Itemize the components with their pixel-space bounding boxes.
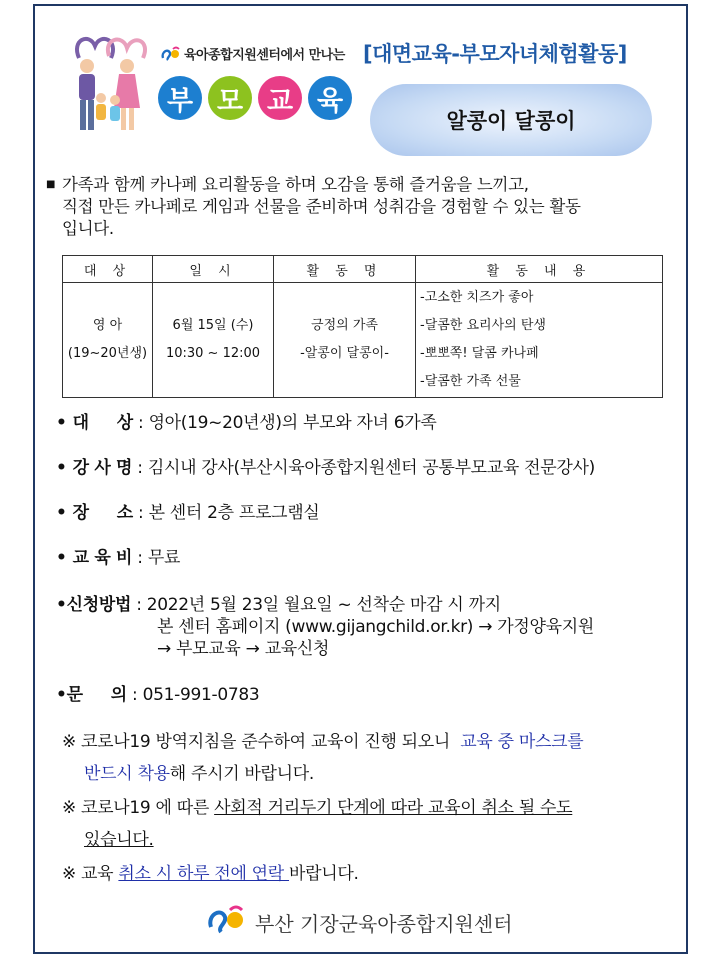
date-line: 6월 15일 (수) [172, 318, 254, 333]
activity-line: -알콩이 달콩이- [300, 346, 389, 361]
datetime-cell [153, 283, 274, 398]
info-label: 교 육 비 [72, 548, 133, 568]
table-header: 활 동 명 [274, 256, 416, 283]
info-label: 대 상 [72, 413, 133, 433]
info-apply: •신청방법 : 2022년 5월 23일 월요일 ~ 선착순 마감 시 까지 [56, 590, 501, 615]
info-place: • 장 소 : 본 센터 2층 프로그램실 [56, 498, 320, 523]
footer-org-name: 부산 기장군육아종합지원센터 [255, 912, 513, 936]
apply-line-3: → 부모교육 → 교육신청 [157, 639, 330, 659]
title-char-1: 부 [158, 76, 202, 120]
contents-cell [416, 283, 663, 398]
time-line: 10:30 ~ 12:00 [165, 346, 261, 361]
program-description [46, 174, 686, 240]
table-header: 일 시 [153, 256, 274, 283]
family-illustration-icon [65, 28, 153, 136]
note-highlight: 반드시 착용 [84, 764, 170, 784]
info-value: : 영아(19~20년생)의 부모와 자녀 6가족 [138, 413, 437, 433]
footer-org [205, 905, 513, 940]
apply-line-2: 본 센터 홈페이지 (www.gijangchild.or.kr) → 가정양육지원 [157, 617, 595, 637]
program-category-headline: [대면교육-부모자녀체험활동] [363, 42, 627, 66]
intro-line: 입니다. [62, 219, 114, 238]
intro-line: 가족과 함께 카나페 요리활동을 하며 오감을 통해 즐거움을 느끼고, [62, 175, 529, 194]
info-value: : 본 센터 2층 프로그램실 [138, 503, 320, 523]
target-line: (19~20년생) [67, 346, 148, 361]
info-label: 문 의 [66, 685, 127, 705]
note-text: 바랍니다. [289, 864, 359, 884]
target-line: 영 아 [92, 318, 123, 333]
content-item: -달콤한 요리사의 탄생 [420, 318, 546, 333]
parent-education-title [158, 76, 352, 120]
info-value: : 무료 [137, 548, 181, 568]
activity-cell [274, 283, 416, 398]
title-char-3: 교 [258, 76, 302, 120]
notice-cancel [62, 864, 359, 884]
notice-mask-cont [84, 764, 314, 784]
info-label: 신청방법 [66, 595, 132, 615]
activity-line: 긍정의 가족 [311, 318, 378, 333]
info-fee: • 교 육 비 : 무료 [56, 543, 180, 568]
brand-tagline-text: 육아종합지원센터에서 만나는 [184, 48, 345, 63]
notice-distancing [62, 798, 572, 818]
note-highlight: 취소 시 하루 전에 연락 [118, 864, 290, 884]
info-label: 강 사 명 [72, 458, 133, 478]
table-header-row [63, 256, 663, 283]
info-value: : 김시내 강사(부산시육아종합지원센터 공통부모교육 전문강사) [137, 458, 595, 478]
note-text: ※ 교육 [62, 864, 119, 884]
note-underlined: 사회적 거리두기 단계에 따라 교육이 취소 될 수도 [214, 798, 573, 818]
note-text: ※ 코로나19 에 따른 [62, 798, 215, 818]
info-value: : 2022년 5월 23일 월요일 ~ 선착순 마감 시 까지 [136, 595, 501, 615]
content-item: -달콤한 가족 선물 [420, 374, 521, 389]
center-logo-icon [160, 46, 182, 66]
title-char-4: 육 [308, 76, 352, 120]
info-value: : 051-991-0783 [132, 685, 260, 705]
program-name-badge: 알콩이 달콩이 [370, 84, 652, 156]
target-cell [63, 283, 153, 398]
table-header: 활 동 내 용 [416, 256, 663, 283]
notice-distancing-cont [84, 830, 154, 850]
note-underlined: 있습니다. [84, 830, 154, 850]
schedule-table [62, 255, 663, 398]
note-text: 해 주시기 바랍니다. [169, 764, 315, 784]
title-char-2: 모 [208, 76, 252, 120]
note-text: ※ 코로나19 방역지침을 준수하여 교육이 진행 되오니 [62, 732, 461, 752]
info-contact: •문 의 : 051-991-0783 [56, 680, 259, 705]
info-instructor: • 강 사 명 : 김시내 강사(부산시육아종합지원센터 공통부모교육 전문강사) [56, 453, 595, 478]
content-item: -고소한 치즈가 좋아 [420, 290, 534, 305]
intro-line: 직접 만든 카나페로 게임과 선물을 준비하며 성취감을 경험할 수 있는 활동 [62, 197, 581, 216]
info-label: 장 소 [72, 503, 133, 523]
notice-mask [62, 732, 583, 752]
bullet-square-icon: ■ [46, 179, 56, 190]
info-target: • 대 상 : 영아(19~20년생)의 부모와 자녀 6가족 [56, 408, 437, 433]
brand-tagline [160, 44, 345, 66]
center-logo-icon [205, 905, 249, 940]
note-highlight: 교육 중 마스크를 [460, 732, 584, 752]
table-header: 대 상 [63, 256, 153, 283]
content-item: -뽀뽀쪽! 달콤 카나페 [420, 346, 539, 361]
table-row [63, 283, 663, 398]
